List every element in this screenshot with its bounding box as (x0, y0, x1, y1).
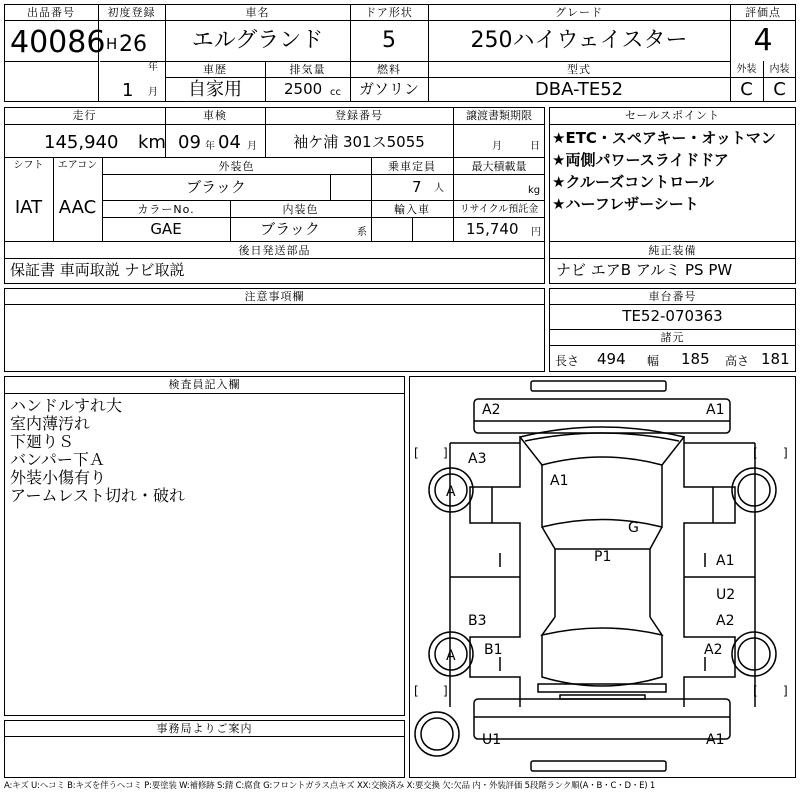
ext-color-label: 外装色 (218, 160, 255, 173)
inspector-note: 外装小傷有り (10, 468, 107, 487)
shift: IAT (14, 197, 43, 218)
inspector-notes (10, 397, 185, 505)
damage-mark: U2 (716, 587, 736, 603)
height: 181 (761, 350, 790, 368)
inspector-note: バンパー下Ａ (10, 450, 105, 469)
first-reg-label: 初度登録 (107, 6, 156, 19)
transfer-label: 譲渡書類期限 (466, 109, 532, 122)
equipment: ナビ エアB アルミ PS PW (556, 261, 733, 279)
damage-mark: A2 (716, 613, 735, 629)
score-label: 評価点 (745, 6, 781, 19)
max-load-label: 最大積載量 (471, 160, 527, 173)
width: 185 (681, 350, 710, 368)
transfer-month-unit: 月 (492, 141, 502, 152)
legend: A:キズ U:ヘコミ B:キズを伴うヘコミ P:要塗装 W:補修跡 S:錆 C:腐食 G:フロントガラス点キズ XX:交換済み X:要交換 欠:欠品 内・外装評価 5段階ランク順(A・B・C・D・E) 1 (4, 781, 656, 791)
dims-label: 諸元 (660, 331, 685, 344)
car-name-label: 車名 (245, 6, 270, 19)
bracket-mark: ] (783, 446, 788, 460)
inspector-label: 検査員記入欄 (168, 378, 241, 391)
damage-mark: G (628, 520, 639, 536)
height-label: 高さ (725, 354, 750, 368)
era: H (106, 35, 118, 53)
selling-point: ★ハーフレザーシート (552, 195, 699, 213)
history-label: 車歴 (203, 63, 227, 76)
first-reg-month: 1 (122, 80, 134, 101)
capacity-unit: 人 (434, 183, 444, 194)
first-reg-year: 26 (119, 32, 147, 57)
office-label: 事務局よりご案内 (156, 722, 253, 735)
model-label: 型式 (567, 63, 591, 76)
damage-mark: A (446, 648, 456, 664)
selling-points-label: セールスポイント (624, 109, 720, 122)
lot-no: 40086 (10, 25, 106, 60)
damage-mark: B3 (468, 613, 487, 629)
doors: 5 (382, 28, 396, 53)
yen-unit: 円 (531, 227, 541, 238)
damage-mark: A3 (468, 451, 487, 467)
damage-mark: A1 (706, 402, 725, 418)
import-label: 輸入車 (394, 203, 430, 216)
damage-mark: A1 (716, 553, 735, 569)
grade-label: グレード (555, 6, 603, 19)
chassis-number: TE52-070363 (622, 307, 723, 325)
ac: AAC (58, 197, 97, 218)
month-unit: 月 (148, 87, 158, 98)
length-label: 長さ (555, 354, 580, 368)
damage-mark: A1 (706, 732, 725, 748)
inspector-note: ハンドルすれ大 (10, 396, 123, 415)
insp-month: 04 (218, 132, 241, 153)
inspector-note: アームレスト切れ・破れ (10, 486, 186, 505)
chassis-label: 車台番号 (648, 290, 697, 303)
cc-unit: cc (330, 87, 341, 98)
damage-mark: P1 (594, 549, 612, 565)
fuel-label: 燃料 (377, 63, 401, 76)
car-diagram-svg (410, 377, 795, 777)
max-load-unit: kg (528, 185, 541, 196)
bracket-mark: [ (753, 446, 758, 460)
insp-year-unit: 年 (205, 141, 215, 152)
displacement-label: 排気量 (289, 63, 326, 76)
history: 自家用 (188, 79, 242, 100)
interior-grade: C (773, 79, 786, 100)
mileage-label: 走行 (72, 109, 97, 122)
inspector-note: 室内薄汚れ (10, 414, 91, 433)
bracket-mark: ] (783, 684, 788, 698)
fuel: ガソリン (358, 80, 419, 98)
mileage: 145,940 (44, 132, 119, 153)
damage-marks (446, 402, 735, 748)
int-color-suffix: 系 (357, 227, 367, 238)
color-no-label: カラーNo. (137, 203, 195, 216)
transfer-day-unit: 日 (530, 141, 540, 152)
color-no: GAE (150, 220, 182, 238)
capacity-label: 乗車定員 (388, 160, 436, 173)
lot-no-label: 出品番号 (27, 6, 75, 19)
int-color-label: 内装色 (282, 203, 319, 216)
door-label: ドア形状 (365, 6, 413, 19)
recycle: 15,740 (466, 220, 519, 238)
equipment-label: 純正装備 (648, 244, 697, 257)
later-parts-label: 後日発送部品 (238, 244, 311, 257)
damage-mark: U1 (482, 732, 502, 748)
capacity: 7 (412, 178, 422, 196)
year-unit: 年 (148, 62, 158, 73)
selling-point: ★クルーズコントロール (552, 173, 714, 191)
later-parts: 保証書 車両取説 ナビ取説 (10, 261, 185, 279)
plate-label: 登録番号 (335, 109, 383, 122)
selling-point: ★ETC・スペアキー・オットマン (552, 129, 776, 147)
int-color: ブラック (260, 220, 320, 238)
bracket-mark: [ (414, 684, 419, 698)
damage-mark: A (446, 484, 456, 500)
exterior-label: 外装 (736, 64, 757, 75)
interior-label: 内装 (769, 64, 790, 75)
insp-year: 09 (178, 132, 201, 153)
model: DBA-TE52 (534, 79, 624, 100)
damage-mark: B1 (484, 642, 503, 658)
damage-mark: A1 (550, 473, 569, 489)
damage-mark: A2 (704, 642, 723, 658)
car-diagram (409, 376, 796, 778)
plate: 袖ケ浦 301ス5055 (293, 133, 425, 151)
bracket-mark: ] (443, 684, 448, 698)
exterior-grade: C (740, 79, 753, 100)
bracket-mark: [ (414, 446, 419, 460)
inspection-label: 車検 (203, 109, 227, 122)
km-unit: km (138, 132, 166, 153)
recycle-label: リサイクル預託金 (459, 204, 539, 215)
ext-color: ブラック (186, 178, 246, 196)
bracket-mark: [ (753, 684, 758, 698)
caution-label: 注意事項欄 (244, 290, 305, 303)
width-label: 幅 (647, 354, 660, 368)
bracket-mark: ] (443, 446, 448, 460)
damage-mark: A2 (482, 402, 501, 418)
selling-point: ★両側パワースライドドア (552, 151, 729, 169)
displacement: 2500 (284, 80, 323, 98)
grade: 250ハイウェイスター (470, 28, 688, 53)
car-name: エルグランド (191, 28, 324, 53)
score: 4 (753, 23, 773, 58)
ac-label: エアコン (57, 160, 98, 171)
inspector-note: 下廻りＳ (10, 432, 75, 451)
insp-month-unit: 月 (247, 141, 257, 152)
shift-label: シフト (13, 160, 44, 171)
length: 494 (597, 350, 626, 368)
